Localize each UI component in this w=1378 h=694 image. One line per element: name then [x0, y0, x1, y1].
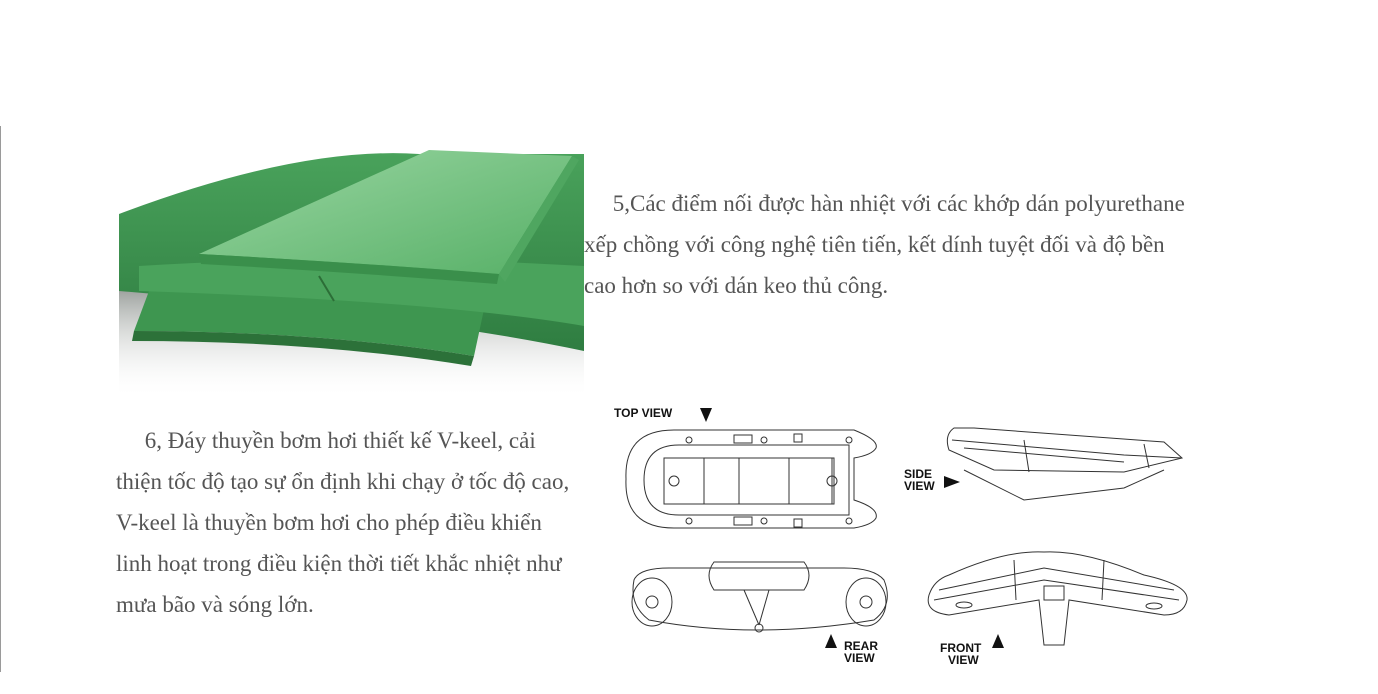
front-view-label-2: VIEW — [948, 653, 979, 667]
boat-views-diagram — [604, 400, 1204, 672]
left-border-line — [0, 126, 1, 672]
section-5-text: 5,Các điểm nối được hàn nhiệt với các khớp dán polyurethane xếp chồng với công nghệ tiên tiến, kết dính tuyệt đối và độ bền cao hơn so với dán keo thủ công. — [584, 191, 1185, 298]
section-6-text: 6, Đáy thuyền bơm hơi thiết kế V-keel, cải thiện tốc độ tạo sự ổn định khi chạy ở tốc độ cao, V-keel là thuyền bơm hơi cho phép điều khiển linh hoạt trong điều kiện thời tiết khắc nhiệt như mưa bão và sóng lớn. — [116, 428, 570, 617]
rear-view-label-1: REAR — [844, 639, 879, 653]
top-view-label: TOP VIEW — [614, 406, 673, 420]
side-view-label-1: SIDE — [904, 467, 933, 481]
welded-seam-illustration — [119, 126, 584, 399]
front-view-label-1: FRONT — [940, 641, 982, 655]
side-view-label-2: VIEW — [904, 479, 935, 493]
section-5-paragraph — [584, 183, 1194, 306]
rear-view-label-2: VIEW — [844, 651, 875, 665]
section-6-paragraph — [116, 420, 582, 625]
